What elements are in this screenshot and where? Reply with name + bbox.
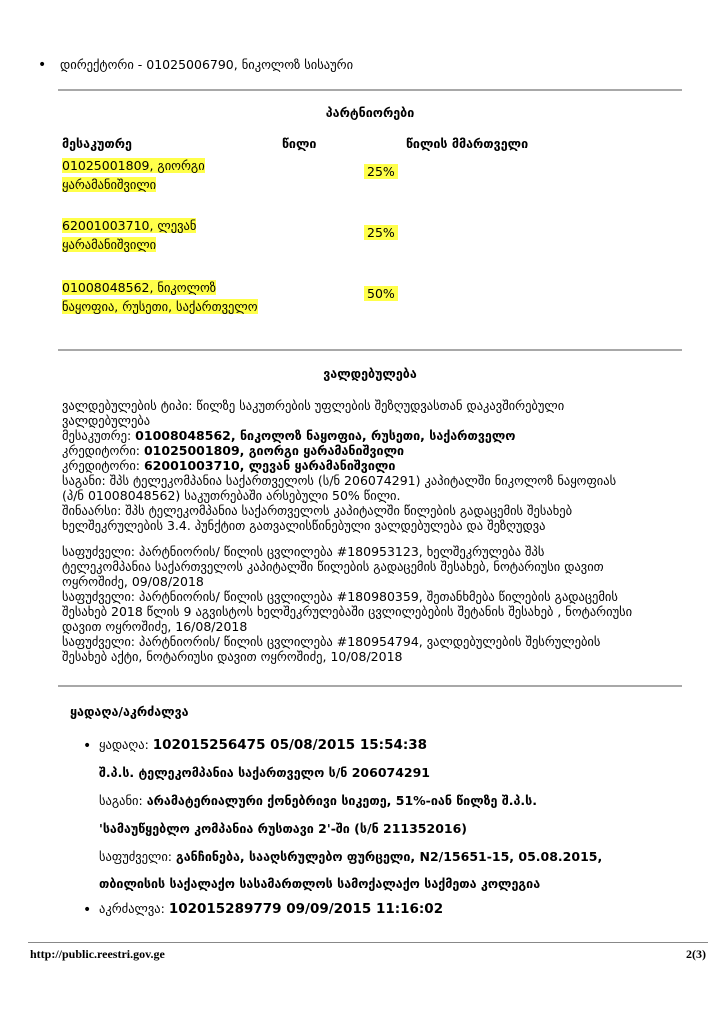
partner-share: 25% [364,164,398,179]
partner-owner-line2: ყარამანიშვილი [62,177,157,192]
partners-title: პარტნიორები [325,105,415,120]
basis-label: საფუძველი: [99,849,176,864]
seizure-value: 102015256475 05/08/2015 15:54:38 [152,737,428,753]
seizure-subject [99,793,537,808]
obligation-basis-line: ტელეკომპანია საქართველოს კაპიტალში წილების გადაცემის შესახებ, ნოტარიუსი დავით [62,559,604,574]
obligation-creditor [62,458,395,473]
partner-share: 25% [364,225,398,240]
obligation-type-line2: ვალდებულება [62,413,151,428]
seizure-label: ყადაღა: [99,737,153,752]
partner-owner-line1: 01008048562, ნიკოლოზ [62,280,217,295]
partner-owner-line1: 62001003710, ლევან [62,218,197,233]
owner-label: მესაკუთრე: [62,428,136,443]
partner-owner-line2: ყარამანიშვილი [62,237,157,252]
page-number: 2(3) [686,947,706,961]
seizure-company: შ.პ.ს. ტელეკომპანია საქართველო ს/ნ 206074291 [99,765,431,780]
obligation-subject-line2: (პ/ნ 01008048562) საკუთრებაში არსებული 50% წილი. [62,488,401,503]
obligation-subject-line1: საგანი: შპს ტელეკომპანია საქართველოს (ს/ნ 206074291) კაპიტალში ნიკოლოზ ნაყოფიას [62,473,617,488]
creditor-value: 01025001809, გიორგი ყარამანიშვილი [143,443,405,458]
obligation-basis-line: საფუძველი: პარტნიორის/ წილის ცვლილება #180980359, შეთანხმება წილების გადაცემის [62,589,618,604]
creditor-label: კრედიტორი: [62,458,144,473]
obligation-basis-line: დავით ოყროშიძე, 16/08/2018 [62,619,248,634]
prohibition-label: აკრძალვა: [99,901,169,916]
divider [58,349,682,351]
bullet-icon: • [83,738,92,754]
bullet-icon: • [38,57,47,73]
obligation-owner [62,428,515,443]
owner-value: 01008048562, ნიკოლოზ ნაყოფია, რუსეთი, საქართველო [135,428,516,443]
seizure-basis-cont: თბილისის საქალაქო სასამართლოს სამოქალაქო საქმეთა კოლეგია [99,876,541,891]
partner-owner-line1: 01025001809, გიორგი [62,158,205,173]
partner-owner-line2: ნაყოფია, რუსეთი, საქართველო [62,299,258,314]
seizure-subject-cont: 'სამაუწყებლო კომპანია რუსთავი 2'-ში (ს/ნ 211352016) [99,821,468,836]
prohibition-value: 102015289779 09/09/2015 11:16:02 [168,901,444,917]
obligation-content-line1: შინაარსი: შპს ტელეკომპანია საქართველოს კაპიტალში წილების გადაცემის შესახებ [62,503,573,518]
divider [58,89,682,91]
partner-row [62,156,205,194]
seizure-item [99,901,443,917]
partner-share: 50% [364,286,398,301]
creditor-value: 62001003710, ლევან ყარამანიშვილი [143,458,396,473]
seizure-item [99,737,427,753]
basis-value: განჩინება, სააღსრულებო ფურცელი, N2/15651-15, 05.08.2015, [175,849,603,864]
footer-divider [28,942,708,943]
creditor-label: კრედიტორი: [62,443,144,458]
director-line: დირექტორი - 01025006790, ნიკოლოზ სისაური [60,57,354,72]
partner-row [62,216,196,254]
obligation-basis-line: შესახებ 2018 წლის 9 აგვისტოს ხელშეკრულებაში ცვლილებების შეტანის შესახებ , ნოტარიუსი [62,604,633,619]
divider [58,685,682,687]
footer-url[interactable]: http://public.reestri.gov.ge [30,947,165,961]
column-header-share-manager: წილის მმართველი [406,136,529,151]
subject-label: საგანი: [99,793,147,808]
obligation-title: ვალდებულება [323,366,417,381]
partner-row [62,278,258,316]
subject-value: არამატერიალური ქონებრივი სიკეთე, 51%-იან წილზე შ.პ.ს. [146,793,538,808]
obligation-type-line1: ვალდებულების ტიპი: წილზე საკუთრების უფლების შეზღუდვასთან დაკავშირებული [62,398,565,413]
seizure-title: ყადაღა/აკრძალვა [70,704,189,719]
seizure-basis [99,849,602,864]
obligation-basis-line: საფუძველი: პარტნიორის/ წილის ცვლილება #180953123, ხელშეკრულება შპს [62,544,545,559]
column-header-share: წილი [282,136,317,151]
obligation-basis-line: საფუძველი: პარტნიორის/ წილის ცვლილება #180954794, ვალდებულების შესრულების [62,634,601,649]
obligation-basis-line: ოყროშიძე, 09/08/2018 [62,574,204,589]
obligation-basis-line: შესახებ აქტი, ნოტარიუსი დავით ოყროშიძე, 10/08/2018 [62,649,403,664]
obligation-creditor [62,443,404,458]
bullet-icon: • [83,902,92,918]
obligation-content-line2: ხელშეკრულების 3.4. პუნქტით გათვალისწინებული ვალდებულება და შეზღუდვა [62,518,546,533]
column-header-owner: მესაკუთრე [62,136,132,151]
